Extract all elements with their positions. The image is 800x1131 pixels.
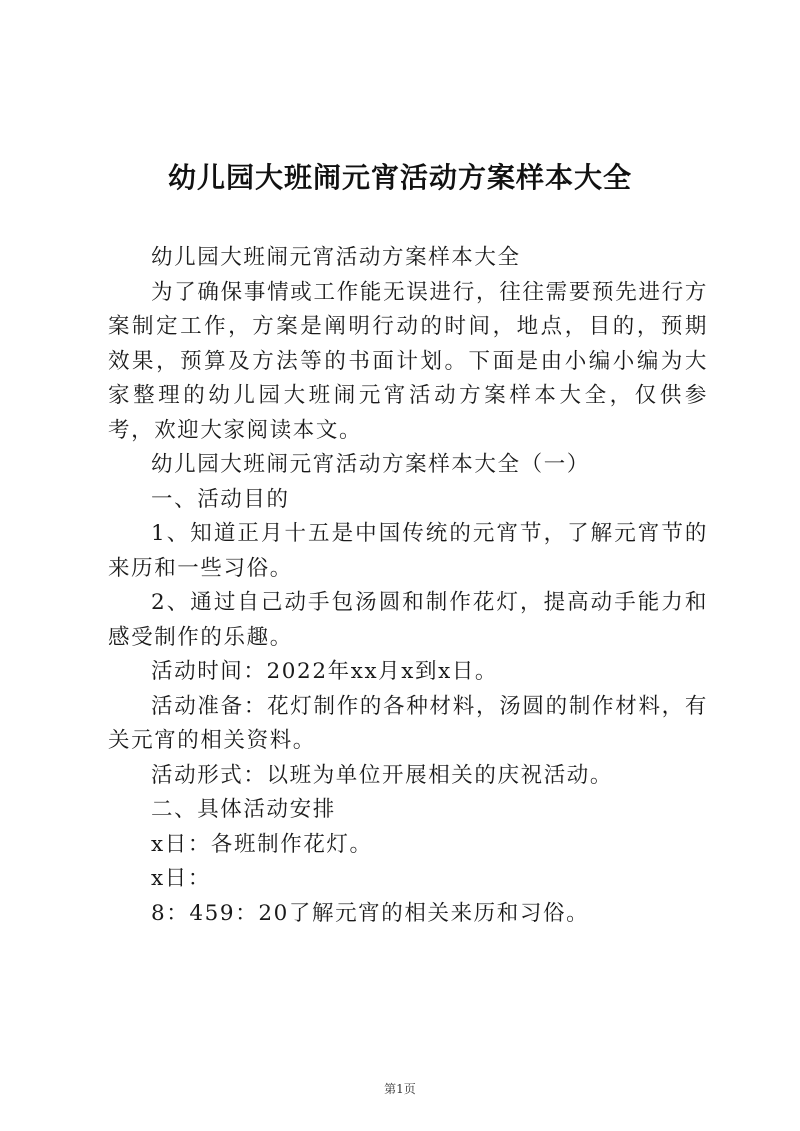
paragraph: 2、通过自己动手包汤圆和制作花灯，提高动手能力和感受制作的乐趣。 bbox=[108, 590, 708, 650]
paragraph: 二、具体活动安排 bbox=[151, 797, 336, 822]
paragraph: 活动时间：2022年xx月x到x日。 bbox=[151, 659, 499, 684]
paragraph: x日：各班制作花灯。 bbox=[151, 831, 373, 857]
document-body bbox=[108, 241, 708, 931]
paragraph: 为了确保事情或工作能无误进行，往往需要预先进行方案制定工作，方案是阐明行动的时间，地点，目的，预期效果，预算及方法等的书面计划。下面是由小编小编为大家整理的幼儿园大班闹元宵活动方案样本大全，仅供参考，欢迎大家阅读本文。 bbox=[108, 279, 708, 443]
paragraph: 活动准备：花灯制作的各种材料，汤圆的制作材料，有关元宵的相关资料。 bbox=[108, 693, 708, 753]
paragraph: 一、活动目的 bbox=[151, 486, 290, 512]
document-title: 幼儿园大班闹元宵活动方案样本大全 bbox=[167, 161, 632, 194]
page-number: 第1页 bbox=[384, 1082, 416, 1096]
paragraph: x日： bbox=[151, 866, 211, 891]
paragraph: 8：459：20了解元宵的相关来历和习俗。 bbox=[151, 900, 590, 926]
paragraph: 幼儿园大班闹元宵活动方案样本大全 bbox=[151, 245, 521, 270]
paragraph: 幼儿园大班闹元宵活动方案样本大全（一） bbox=[151, 452, 590, 477]
paragraph: 1、知道正月十五是中国传统的元宵节，了解元宵节的来历和一些习俗。 bbox=[108, 521, 708, 581]
paragraph: 活动形式：以班为单位开展相关的庆祝活动。 bbox=[151, 762, 614, 788]
